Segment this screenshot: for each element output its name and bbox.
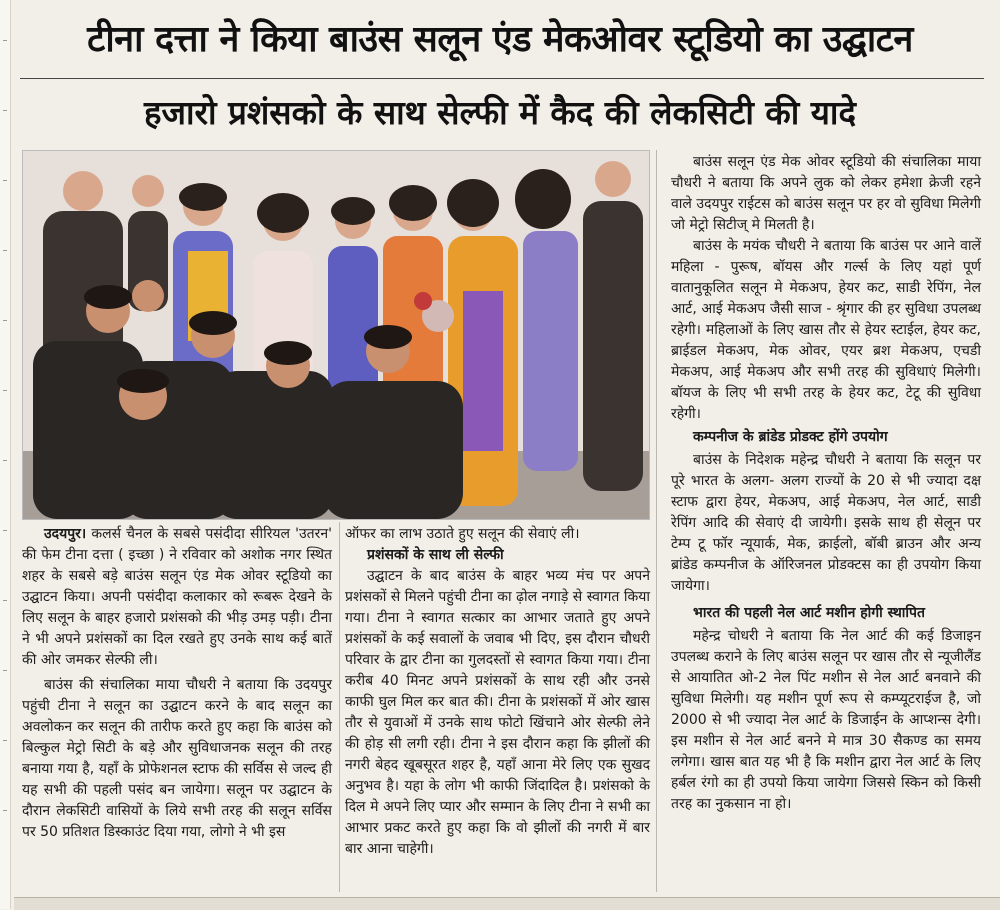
column1-paragraph-2: बाउंस की संचालिका माया चौधरी ने बताया कि उदयपुर पहुंची टीना ने सलून का उद्घाटन करने के बाद सलून का अवलोकन कर सलून की तारीफ करते हुए कहा कि बाउंस को बिल्कुल मेट्रो सिटी के बड़े और सुविधाजनक सलून की तरह बनाया गया है, यहाँ के प्रोफेशनल स्टाफ की सर्विस से जल्द ही यह सभी की पहली पसंद बन जायेगा। सलून पर उद्घाटन के दौरान लेकसिटी वासियों के लिये सभी तरह की सलून सर्विस पर 50 प्रतिशत डिस्काउंट दिया गया, लोगो ने भी इस bbox=[22, 677, 332, 840]
dateline: उदयपुर। bbox=[44, 526, 87, 542]
page-footer-strip bbox=[14, 897, 1000, 910]
headline: टीना दत्ता ने किया बाउंस सलून एंड मेकओवर स्टूडियो का उद्घाटन bbox=[87, 19, 913, 60]
column2-paragraph-1: उद्घाटन के बाद बाउंस के बाहर भव्य मंच पर अपने प्रशंसकों से मिलने पहुंची टीना का ढ़ोल नगाड़े से स्वागत किया गया। टीना ने स्वागत सत्कार का आभार जताते हुए अपने प्रशंसकों के कई सवालों के जवाब भी दिए, इस दौरान चौधरी परिवार के द्वार टीना का गुलदस्तों से स्वागत किया गया। टीना करीब 40 मिनट अपने प्रशंसकों के साथ रही और उनसे काफी घुल मिल कर बात की। टीना के प्रशंसकों में ओर खास तौर से युवाओं में उनके साथ फोटो खिंचाने ओर सेल्फी लेने की होड़ सी लगी रही। टीना ने इस दौरान कहा कि झीलों की नगरी बेहद खूबसूरत शहर है, यहाँ आना मेरे लिए एक सुखद अनुभव है। यहा के लोग भी काफी जिंदादिल है। प्रशंसको के दिल मे अपने लिए प्यार और सम्मान के लिए टीना ने सभी का आभार प्रकट करते हुए कहा कि वो झीलों की नगरी में बार बार आना चाहेगी। bbox=[345, 568, 650, 857]
column-divider bbox=[339, 522, 340, 892]
column1-paragraph-1: कलर्स चैनल के सबसे पसंदीदा सीरियल 'उतरन' की फेम टीना दत्ता ( इच्छा ) ने रविवार को अशोक नगर स्थित शहर के सबसे बड़े बाउंस सलून एंड मेक ओवर स्टूडियो का उद्घाटन किया। अपनी पसंदीदा कलाकार को रूबरू देखने के लिए सलून के बाहर हजारो प्रशंसको की भीड़ उमड़ पड़ी। टीना ने भी अपने प्रशंसकों का दिल रखते हुए उनके साथ कई बातें की ओर जमकर सेल्फी ली। bbox=[22, 526, 332, 668]
event-photo bbox=[22, 150, 650, 520]
group-photo-illustration bbox=[23, 151, 649, 519]
article-column-1 bbox=[22, 524, 332, 843]
column3-paragraph-4: महेन्द्र चोधरी ने बताया कि नेल आर्ट की कई डिजाइन उपलब्ध कराने के लिए बाउंस सलून पर खास तौर से न्यूजीलैंड से आयातित ओ-2 नेल पिंट मशीन से नेल आर्ट बनवाने की सुविधा मिलेगी। यह मशीन पूर्ण रूप से कम्प्यूटराईज है, जो 2000 से भी ज्यादा नेल आर्ट के डिजाईन के आप्शन्स देगी। इस मशीन से नेल आर्ट बनने मे मात्र 30 सैकण्ड का समय लगेगा। खास बात यह भी है कि मशीन द्वारा नेल आर्ट के लिए हर्बल रंगो का ही उपयो किया जायेगा जिससे स्किन को किसी तरह का नुकसान ना हो। bbox=[671, 628, 981, 812]
column3-paragraph-3: बाउंस के निदेशक महेन्द्र चौधरी ने बताया कि सलून पर पूरे भारत के अलग- अलग राज्यों के 20 से भी ज्यादा दक्ष स्टाफ द्वारा हेयर, मेकअप, आई मेकअप, नेल आर्ट, साडी रेपिंग आदि की सेवाएं दी जायेगी। इसके साथ ही सेलून पर टेम्प टू फॉर न्यूयार्क, मेक, क्राईलो, बॉबी ब्राउन और अन्य ब्रांडेड कम्पनीज के ऑरिजनल प्रोडक्टस का ही उपयोग किया जायेगा। bbox=[671, 452, 981, 594]
column3-subheading-2: भारत की पहली नेल आर्ट मशीन होगी स्थापित bbox=[693, 605, 925, 621]
column3-paragraph-1: बाउंस सलून एंड मेक ओवर स्टूडियो की संचालिका माया चौधरी ने बताया कि अपने लुक को लेकर हमेशा क्रेजी रहने वाले उदयपुर राईटस को बाउंस सलून पर हर वो सुविधा मिलेगी जो मेट्रो सिटीज् मे मिलती है। bbox=[671, 154, 981, 233]
headline-rule bbox=[20, 78, 984, 79]
column3-subheading-1: कम्पनीज के ब्रांडेड प्रोडक्ट होंगे उपयोग bbox=[693, 429, 888, 445]
article-column-3 bbox=[671, 152, 981, 815]
article-column-2 bbox=[345, 524, 650, 860]
column2-subheading: प्रशंसकों के साथ ली सेल्फी bbox=[367, 547, 504, 563]
column3-paragraph-2: बाउंस के मयंक चौधरी ने बताया कि बाउंस पर आने वालें महिला - पुरूष, बॉयस और गर्ल्स के लिए यहां पूर्ण वातानुकूलित सलून मे मेकअप, हेयर कट, साडी रेपिंग, नेल आर्ट, आई मेकअप जैसी साज - श्रृंगार की हर सुविधा उपलब्ध रहेगी। महिलाओं के लिए खास तौर से हेयर स्टाईल, हेयर कट, ब्राईडल मेकअप, मेक ओवर, एयर ब्रश मेकअप, एचडी मेकअप, आई मेकअप और सभी तरह की सुविधाएं मिलेगी। बॉयज के लिए भी सभी तरह के हेयर कट, टेटू की सुविधा रहेगी। bbox=[671, 238, 981, 422]
page-gutter bbox=[0, 0, 11, 909]
page-edge-right bbox=[988, 540, 1000, 840]
subheadline: हजारो प्रशंसको के साथ सेल्फी में कैद की लेकसिटी की यादे bbox=[144, 93, 856, 132]
column2-continued: ऑफर का लाभ उठाते हुए सलून की सेवाएं ली। bbox=[345, 526, 580, 542]
column-divider-right bbox=[656, 150, 657, 892]
